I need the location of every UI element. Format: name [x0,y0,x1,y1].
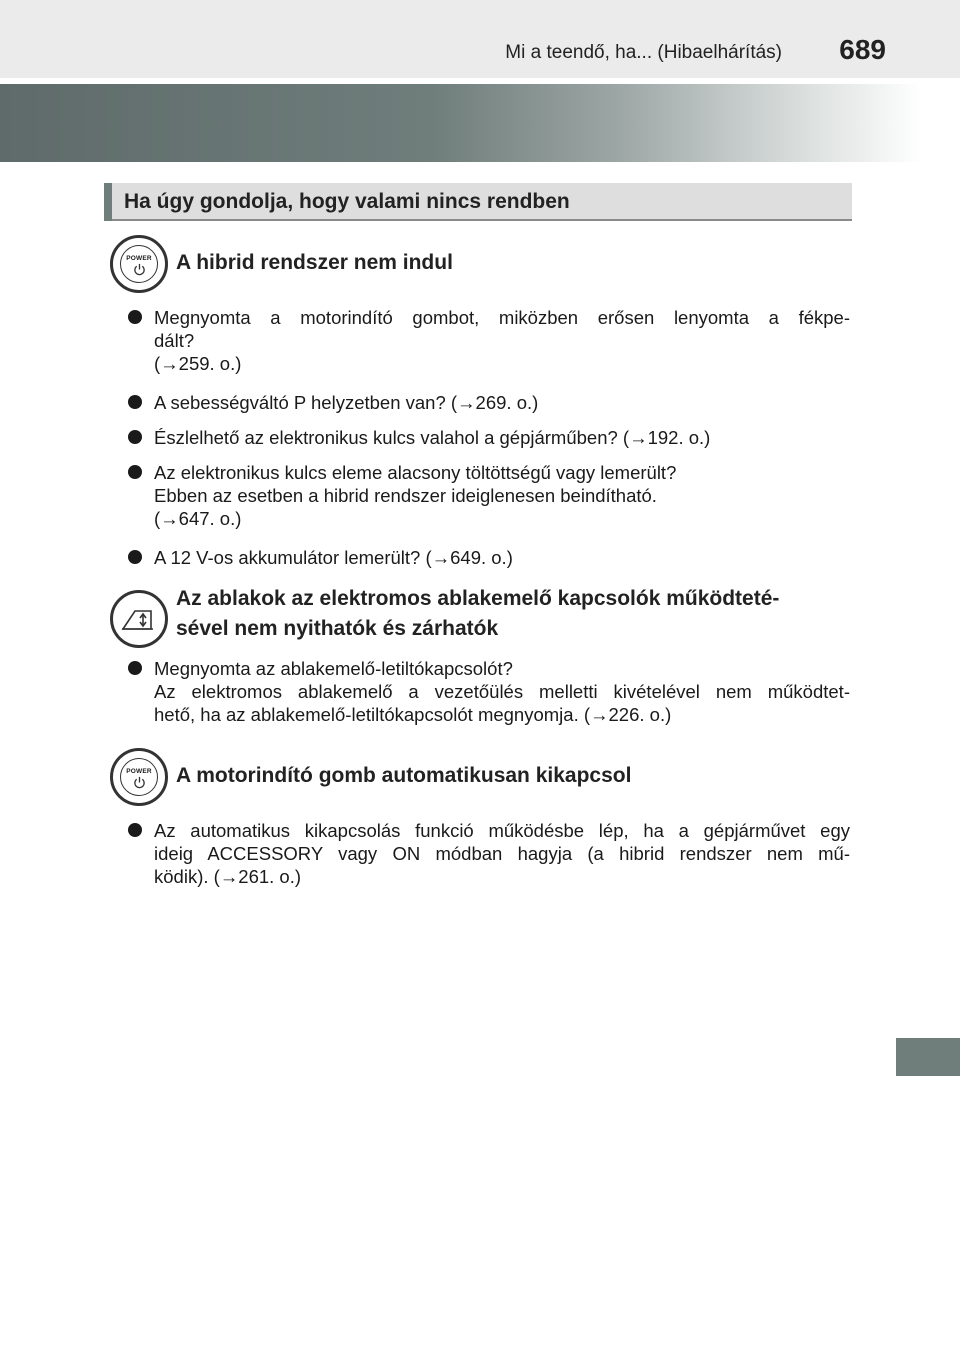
power-label: POWER [126,768,152,775]
list-item-text [154,391,850,414]
page-number: 689 [839,34,886,65]
text-line: Megnyomta a motorindító gombot, miközben erősen lenyomta a fékpe- [154,307,850,328]
power-button-icon [110,748,168,806]
list-item-text [154,657,850,726]
text-line: A sebességváltó P helyzetben van? (→269. o.) [154,392,539,413]
group-title: A motorindító gomb automatikusan kikapcsol [176,764,632,787]
power-label: POWER [126,255,152,262]
section-header-accent [104,183,112,221]
text-line: Az elektronikus kulcs eleme alacsony töltöttségű vagy lemerült? [154,462,677,483]
power-symbol-icon [133,776,146,789]
text-line: Megnyomta az ablakemelő-letiltókapcsolót? [154,658,513,679]
text-line: A 12 V-os akkumulátor lemerült? (→649. o.) [154,547,513,568]
text-line: dált? [154,330,195,351]
bullet-icon [128,430,142,444]
text-line: Az elektromos ablakemelő a vezetőülés melletti kivételével nem működtet- [154,681,850,702]
text-line: Észlelhető az elektronikus kulcs valahol a gépjárműben? (→192. o.) [154,427,711,448]
list-item-text [154,426,850,449]
text-line: Az automatikus kikapcsolás funkció működésbe lép, ha a gépjárművet egy [154,820,850,841]
power-window-icon [110,590,168,648]
chapter-side-tab [896,1038,960,1076]
bullet-icon [128,310,142,324]
bullet-icon [128,550,142,564]
text-line: ideig ACCESSORY vagy ON módban hagyja (a hibrid rendszer nem mű- [154,843,850,864]
window-switch-icon [113,593,165,645]
page-reference: (→647. o.) [154,508,242,529]
text-line: hető, ha az ablakemelő-letiltókapcsolót megnyomja. (→226. o.) [154,704,672,725]
power-button-icon [110,235,168,293]
section-header [104,183,852,221]
list-item-text [154,461,850,530]
title-line: sével nem nyithatók és zárhatók [176,617,499,640]
list-item-text [154,306,850,375]
list-item-text [154,819,850,888]
group-title [176,584,779,644]
text-line: ködik). (→261. o.) [154,866,302,887]
group-title: A hibrid rendszer nem indul [176,251,453,274]
bullet-icon [128,823,142,837]
decorative-banner [0,84,960,162]
list-item-text [154,546,850,569]
text-line: Ebben az esetben a hibrid rendszer ideiglenesen beindítható. [154,485,657,506]
page-reference: (→259. o.) [154,353,242,374]
page-header-bar [0,0,960,78]
power-symbol-icon [133,263,146,276]
bullet-icon [128,465,142,479]
bullet-icon [128,661,142,675]
bullet-icon [128,395,142,409]
section-title: Ha úgy gondolja, hogy valami nincs rendben [124,190,570,213]
chapter-title: Mi a teendő, ha... (Hibaelhárítás) [505,42,782,63]
title-line: Az ablakok az elektromos ablakemelő kapcsolók működteté- [176,587,780,610]
